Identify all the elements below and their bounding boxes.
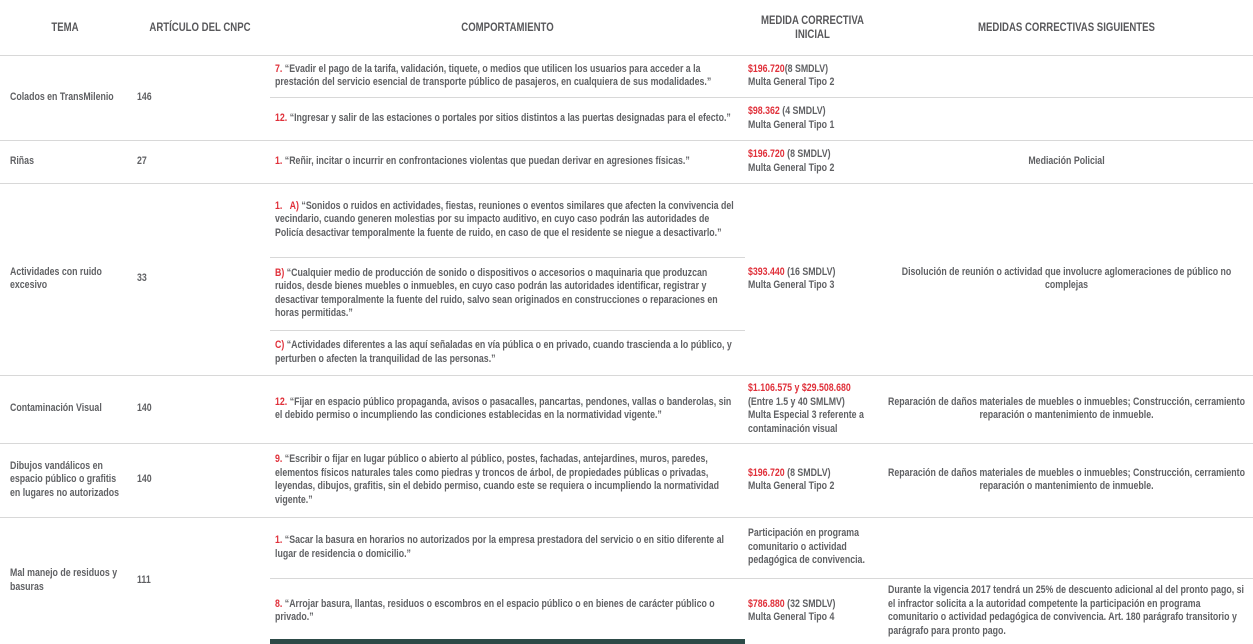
behavior-text: “Actividades diferentes a las aquí señaladas en vía pública o en privado, cuando trascienda a lo público, y perturben o afecten la tranquilidad de las personas.” xyxy=(275,339,732,365)
fine-smdlv: (Entre 1.5 y 40 SMLMV) xyxy=(748,395,845,408)
behavior-text: “Escribir o fijar en lugar público o abierto al público, postes, fachadas, antejardines, muros, paredes, elementos físicos naturales tales como piedras y troncos de árbol, de propiedades públicas o privadas, leyendas, dibujos, grafitis, sin el debido permiso, cuando este se requiera o incumpliendo la normatividad vigente.” xyxy=(275,453,720,506)
header-row xyxy=(0,0,1253,55)
comportamiento-cell xyxy=(270,183,745,257)
comportamiento-cell xyxy=(270,330,745,375)
tema-cell: Dibujos vandálicos en espacio público o grafitis en lugares no autorizados xyxy=(0,443,130,517)
behavior-number: 12. xyxy=(275,395,288,408)
fine-smdlv: (32 SMDLV) xyxy=(784,597,836,610)
behavior-text: “Cualquier medio de producción de sonido o dispositivos o accesorios o maquinaria que produzcan ruidos, desde bienes muebles o inmuebles, en cuyo caso podrán las autoridades identificar, registrar y desactivar temporalmente la fuente del ruido, salvo sean originados en construcciones o reparaciones en horas permitidas.” xyxy=(275,266,718,319)
column-header-medidas-siguientes: MEDIDAS CORRECTIVAS SIGUIENTES xyxy=(880,0,1253,55)
medidas-siguientes-cell xyxy=(880,517,1253,578)
fine-smdlv: (4 SMDLV) xyxy=(779,105,826,117)
medida-inicial-cell xyxy=(745,97,880,140)
medidas-siguientes-cell xyxy=(880,578,1253,644)
articulo-cell: 140 xyxy=(130,375,270,443)
medidas-siguientes-cell xyxy=(880,375,1253,443)
behavior-text: “Evadir el pago de la tarifa, validación, tiquete, o medios que utilicen los usuarios para acceder a la prestación del servicio esencial de transporte público de pasajeros, en cualquiera de sus modalidades.” xyxy=(275,62,712,88)
fine-type: Participación en programa comunitario o actividad pedagógica de convivencia. xyxy=(748,527,865,567)
articulo-cell: 146 xyxy=(137,90,152,103)
column-header-medida-inicial: MEDIDA CORRECTIVA INICIAL xyxy=(745,0,880,55)
table-row xyxy=(0,517,1253,578)
fine-smdlv: (8 SMDLV) xyxy=(784,148,831,160)
comportamiento-cell xyxy=(270,140,745,183)
medidas-siguientes-cell xyxy=(880,183,1253,375)
medidas-siguientes-cell xyxy=(880,55,1253,97)
medida-inicial-cell xyxy=(745,443,880,517)
comportamiento-cell xyxy=(270,578,745,644)
medidas-siguientes-cell xyxy=(880,97,1253,140)
medidas-siguientes-cell xyxy=(880,443,1253,517)
table-row xyxy=(0,140,1253,183)
behavior-number: 9. xyxy=(275,453,283,465)
fine-amount: $196.720 xyxy=(748,466,785,479)
medida-inicial-cell xyxy=(745,183,880,375)
comportamiento-cell xyxy=(270,443,745,517)
fine-smdlv: (8 SMDLV) xyxy=(784,62,829,75)
behavior-number: C) xyxy=(275,339,285,351)
medidas-siguientes-cell xyxy=(880,140,1253,183)
column-header-comportamiento: COMPORTAMIENTO xyxy=(270,0,745,55)
fine-amount: $98.362 xyxy=(748,105,780,117)
behavior-number: 1. xyxy=(275,534,283,546)
fine-amount: $1.106.575 y $29.508.680 xyxy=(748,382,851,394)
siguientes-text: Reparación de daños materiales de muebles o inmuebles; Construcción, cerramiento reparación o mantenimiento de inmueble. xyxy=(888,395,1245,421)
medida-inicial-cell xyxy=(745,578,880,644)
fine-type: Multa General Tipo 2 xyxy=(748,480,835,492)
comportamiento-cell xyxy=(270,375,745,443)
fine-amount: $196.720 xyxy=(748,148,785,160)
comportamiento-cell xyxy=(270,55,745,97)
fine-type: Multa General Tipo 1 xyxy=(748,118,835,131)
table-row xyxy=(0,443,1253,517)
table-row xyxy=(0,55,1253,97)
fine-smdlv: (16 SMDLV) xyxy=(784,265,836,278)
comportamiento-cell xyxy=(270,257,745,330)
behavior-number: 1. A) xyxy=(275,199,299,212)
behavior-text: “Fijar en espacio público propaganda, avisos o pasacalles, pancartas, pendones, vallas o banderolas, sin el debido permiso o incumpliendo las condiciones establecidas en la normatividad vigente.” xyxy=(275,395,732,421)
fine-type: Multa General Tipo 3 xyxy=(748,279,835,291)
comportamiento-cell xyxy=(270,517,745,578)
fine-type: Multa General Tipo 2 xyxy=(748,161,835,174)
table-row xyxy=(0,375,1253,443)
behavior-text: “Ingresar y salir de las estaciones o portales por sitios distintos a las puertas designadas para el efecto.” xyxy=(289,111,731,124)
medida-inicial-cell xyxy=(745,140,880,183)
behavior-number: B) xyxy=(275,266,285,279)
behavior-text: “Reñir, incitar o incurrir en confrontaciones violentas que puedan derivar en agresiones físicas.” xyxy=(284,154,690,167)
siguientes-text: Reparación de daños materiales de muebles o inmuebles; Construcción, cerramiento reparación o mantenimiento de inmueble. xyxy=(888,466,1245,492)
behavior-number: 1. xyxy=(275,154,283,167)
behavior-number: 8. xyxy=(275,597,283,610)
behavior-text: “Sonidos o ruidos en actividades, fiestas, reuniones o eventos similares que afecten la convivencia del vecindario, cuando generen molestias por su impacto auditivo, en cuyo caso podrán las autoridades de Policía desactivar temporalmente la fuente de ruido, en caso de que el residente se niegue a desactivarlo.” xyxy=(275,199,734,239)
siguientes-text: Disolución de reunión o actividad que involucre aglomeraciones de público no complejas xyxy=(901,265,1232,291)
fine-amount: $786.880 xyxy=(748,597,785,610)
medida-inicial-cell xyxy=(745,517,880,578)
articulo-cell: 140 xyxy=(130,443,270,517)
medida-inicial-cell xyxy=(745,375,880,443)
articulo-cell: 111 xyxy=(130,517,270,644)
column-header-tema: TEMA xyxy=(0,0,130,55)
tema-cell: Mal manejo de residuos y basuras xyxy=(0,517,130,644)
siguientes-text: Mediación Policial xyxy=(1028,154,1105,167)
behavior-text: “Arrojar basura, llantas, residuos o escombros en el espacio público o en bienes de carácter público o privado.” xyxy=(275,597,715,624)
tema-cell: Colados en TransMilenio xyxy=(10,90,114,103)
fine-type: Multa Especial 3 referente a contaminación visual xyxy=(748,409,864,435)
tema-cell: Actividades con ruido excesivo xyxy=(0,183,130,375)
behavior-text: “Sacar la basura en horarios no autorizados por la empresa prestadora del servicio o en sitio diferente al lugar de residencia o domicilio.” xyxy=(275,534,724,560)
behavior-number: 7. xyxy=(275,62,283,75)
siguientes-text: Durante la vigencia 2017 tendrá un 25% de descuento adicional al del pronto pago, si el infractor solicita a la autoridad competente la participación en programa comunitario o actividad pedagógica de convivencia. Art. 180 parágrafo transitorio y parágrafo para pronto pago. xyxy=(888,584,1245,637)
articulo-cell: 33 xyxy=(130,183,270,375)
fine-amount: $196.720 xyxy=(748,62,785,75)
tema-cell: Contaminación Visual xyxy=(0,375,130,443)
articulo-cell: 27 xyxy=(130,140,270,183)
section-divider-bar xyxy=(270,639,745,644)
behavior-number: 12. xyxy=(275,111,288,124)
column-header-articulo: ARTÍCULO DEL CNPC xyxy=(130,0,270,55)
comportamiento-cell xyxy=(270,97,745,140)
medida-inicial-cell xyxy=(745,55,880,97)
fine-type: Multa General Tipo 4 xyxy=(748,611,835,624)
table-row xyxy=(0,183,1253,257)
fine-type: Multa General Tipo 2 xyxy=(748,76,835,88)
tema-cell: Riñas xyxy=(0,140,130,183)
fine-amount: $393.440 xyxy=(748,265,785,278)
fine-smdlv: (8 SMDLV) xyxy=(784,466,831,479)
